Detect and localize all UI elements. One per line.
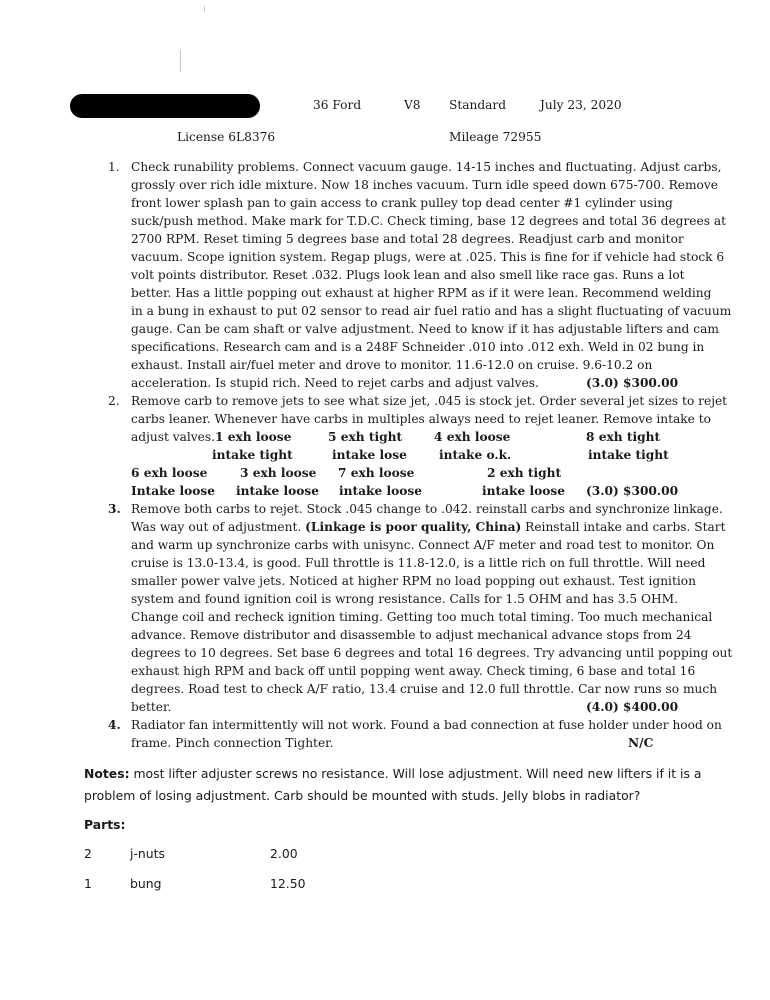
item-number: 3. <box>108 502 121 516</box>
valve-reading: intake tight <box>588 448 669 462</box>
item-line: system and found ignition coil is wrong resistance. Calls for 1.5 OHM and has 3.5 OHM. <box>131 592 679 606</box>
item-cost: (3.0) $300.00 <box>586 484 679 498</box>
valve-reading: 5 exh tight <box>328 430 403 444</box>
item-line-part: Was way out of adjustment. <box>131 520 306 534</box>
item-line: gauge. Can be cam shaft or valve adjustment. Need to know if it has adjustable lifters and cam <box>131 322 719 336</box>
part-price: 2.00 <box>270 846 298 861</box>
part-name: bung <box>130 876 162 891</box>
item-line: exhaust high RPM and back off until popping went away. Check timing, 6 base and total 16 <box>131 664 696 678</box>
item-line: Remove both carbs to rejet. Stock .045 change to .042. reinstall carbs and synchronize linkage. <box>131 502 723 516</box>
part-row <box>84 876 384 896</box>
mileage: Mileage 72955 <box>449 130 542 144</box>
item-line: advance. Remove distributor and disassemble to adjust mechanical advance stops from 24 <box>131 628 692 642</box>
part-row <box>84 846 384 866</box>
service-date: July 23, 2020 <box>540 98 622 112</box>
parts-heading: Parts: <box>84 817 126 832</box>
valve-reading: 8 exh tight <box>586 430 661 444</box>
item-cost: (3.0) $300.00 <box>586 376 679 390</box>
item-line: grossly over rich idle mixture. Now 18 inches vacuum. Turn idle speed down 675-700. Remove <box>131 178 718 192</box>
item-line: volt points distributor. Reset .032. Plugs look lean and also smell like race gas. Runs a lot <box>131 268 685 282</box>
item-number: 4. <box>108 718 121 732</box>
valve-reading: intake loose <box>339 484 422 498</box>
item-line: specifications. Research cam and is a 248F Schneider .010 into .012 exh. Weld in 02 bung in <box>131 340 705 354</box>
item-number: 1. <box>108 160 120 174</box>
part-quantity: 1 <box>84 876 92 891</box>
item-line: acceleration. Is stupid rich. Need to rejet carbs and adjust valves. <box>131 376 539 390</box>
redacted-customer-name <box>70 94 260 118</box>
vehicle-model: 36 Ford <box>313 98 362 112</box>
item-line: 2700 RPM. Reset timing 5 degrees base and total 28 degrees. Readjust carb and monitor <box>131 232 684 246</box>
part-name: j-nuts <box>130 846 165 861</box>
part-price: 12.50 <box>270 876 306 891</box>
item-line: Radiator fan intermittently will not work. Found a bad connection at fuse holder under hood on <box>131 718 722 732</box>
item-line: adjust valves. <box>131 430 215 444</box>
item-line: cruise is 13.0-13.4, is good. Full throttle is 11.8-12.0, is a little rich on full throttle. Will need <box>131 556 706 570</box>
valve-reading: 2 exh tight <box>487 466 562 480</box>
valve-reading: 1 exh loose <box>215 430 292 444</box>
item-number: 2. <box>108 394 120 408</box>
item-line: smaller power valve jets. Noticed at higher RPM no load popping out exhaust. Test ignition <box>131 574 696 588</box>
item-line: better. <box>131 700 172 714</box>
item-line: better. Has a little popping out exhaust at higher RPM as if it were lean. Recommend welding <box>131 286 712 300</box>
scan-speck <box>204 6 205 12</box>
item-line: exhaust. Install air/fuel meter and drove to monitor. 11.6-12.0 on cruise. 9.6-10.2 on <box>131 358 653 372</box>
valve-reading: 4 exh loose <box>434 430 511 444</box>
item-line: degrees. Road test to check A/F ratio, 13.4 cruise and 12.0 full throttle. Car now runs so much <box>131 682 718 696</box>
item-line: carbs leaner. Whenever have carbs in multiples always need to rejet leaner. Remove intake to <box>131 412 711 426</box>
engine-type: V8 <box>404 98 421 112</box>
item-line: frame. Pinch connection Tighter. <box>131 736 334 750</box>
valve-reading: intake o.k. <box>439 448 512 462</box>
item-line: Change coil and recheck ignition timing. Getting too much total timing. Too much mechanical <box>131 610 713 624</box>
valve-reading: 6 exh loose <box>131 466 208 480</box>
item-line: front lower splash pan to gain access to crank pulley top dead center #1 cylinder using <box>131 196 673 210</box>
license-plate: License 6L8376 <box>177 130 276 144</box>
item-line: degrees to 10 degrees. Set base 6 degrees and total 16 degrees. Try advancing until popping out <box>131 646 733 660</box>
valve-reading: intake lose <box>332 448 407 462</box>
notes-block <box>84 763 704 807</box>
part-quantity: 2 <box>84 846 92 861</box>
item-line: and warm up synchronize carbs with unisync. Connect A/F meter and road test to monitor. On <box>131 538 715 552</box>
item-line: vacuum. Scope ignition system. Regap plugs, were at .025. This is fine for if vehicle had stock 6 <box>131 250 725 264</box>
linkage-quality-note: (Linkage is poor quality, China) <box>305 520 522 534</box>
valve-reading: 7 exh loose <box>338 466 415 480</box>
item-line: suck/push method. Make mark for T.D.C. Check timing, base 12 degrees and total 36 degrees at <box>131 214 726 228</box>
item-line: in a bung in exhaust to put 02 sensor to read air fuel ratio and has a slight fluctuating of vacuum <box>131 304 732 318</box>
item-cost: (4.0) $400.00 <box>586 700 679 714</box>
valve-reading: intake loose <box>236 484 319 498</box>
transmission-type: Standard <box>449 98 507 112</box>
valve-reading: intake loose <box>482 484 565 498</box>
valve-reading: 3 exh loose <box>240 466 317 480</box>
item-line <box>131 520 726 534</box>
notes-text: most lifter adjuster screws no resistance. Will lose adjustment. Will need new lifters if it is a problem of losing adjustment. Carb should be mounted with studs. Jelly blobs in radiator? <box>84 766 702 803</box>
item-line: Check runability problems. Connect vacuum gauge. 14-15 inches and fluctuating. Adjust carbs, <box>131 160 722 174</box>
scan-speck <box>180 50 181 72</box>
item-cost: N/C <box>628 736 654 750</box>
valve-reading: Intake loose <box>131 484 216 498</box>
valve-reading: intake tight <box>212 448 293 462</box>
item-line-part: Reinstall intake and carbs. Start <box>521 520 726 534</box>
notes-label: Notes: <box>84 766 130 781</box>
item-line: Remove carb to remove jets to see what size jet, .045 is stock jet. Order several jet sizes to rejet <box>131 394 728 408</box>
